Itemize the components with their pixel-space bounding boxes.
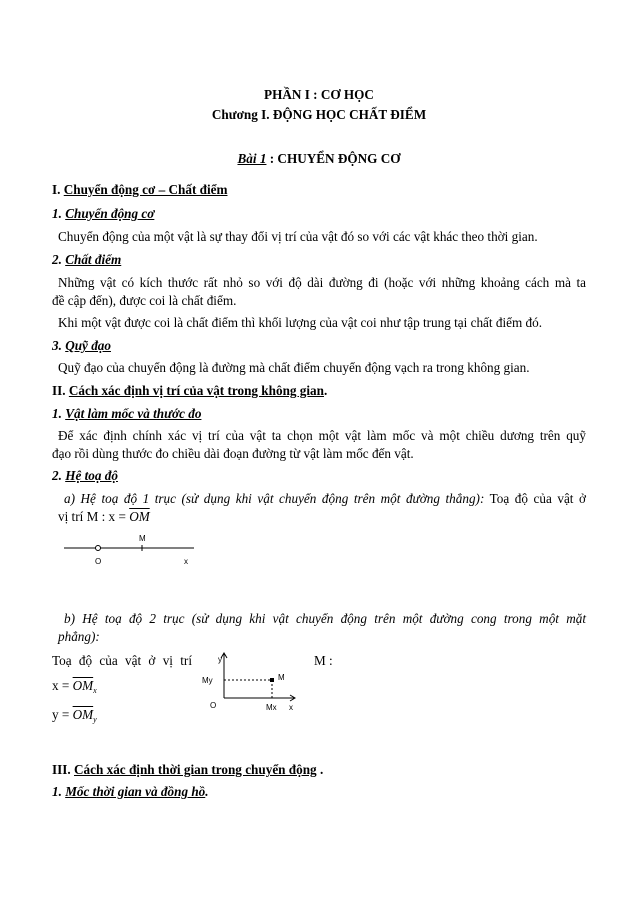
- section-1-heading: [52, 181, 586, 198]
- point-m-label: M: [139, 534, 146, 543]
- section-3-number: III.: [52, 762, 74, 777]
- point-m-marker: [270, 678, 274, 682]
- subheading-number: 2.: [52, 252, 66, 267]
- subheading-1-1: [52, 205, 586, 222]
- paragraph-line: đề cập đến), được coi là chất điểm.: [52, 293, 237, 308]
- subheading-number: 1.: [52, 406, 66, 421]
- paragraph: Chuyển động của một vật là sự thay đổi vị trí của vật đó so với các vật khác theo thời gian.: [58, 229, 538, 244]
- subheading-number: 3.: [52, 338, 66, 353]
- paragraph: Khi một vật được coi là chất điểm thì khối lượng của vật coi như tập trung tại chất điểm đó.: [58, 315, 543, 330]
- coord-1-axis-text: Toạ độ của vật ở: [484, 491, 586, 506]
- subheading-3-1: [52, 783, 586, 800]
- part-title: PHẦN I : CƠ HỌC: [264, 87, 374, 102]
- y-eq: y =: [52, 707, 73, 722]
- x-eq: x =: [52, 678, 73, 693]
- coord-2-position-text: Toạ độ của vật ở vị trí: [52, 653, 192, 668]
- paragraph: Quỹ đạo của chuyển động là đường mà chất điểm chuyển động vạch ra trong không gian.: [58, 360, 530, 375]
- section-2-title: Cách xác định vị trí của vật trong không gian: [68, 383, 324, 398]
- lesson-title: [52, 150, 586, 167]
- subheading-title: Chuyển động cơ: [65, 206, 155, 221]
- chapter-title: Chương I. ĐỘNG HỌC CHẤT ĐIỂM: [211, 107, 427, 122]
- section-2-number: II.: [52, 383, 69, 398]
- coord-1-axis-formula: [58, 508, 586, 525]
- subheading-title: Chất điểm: [65, 252, 122, 267]
- section-3-title: Cách xác định thời gian trong chuyển động: [74, 762, 317, 777]
- x-formula: [52, 677, 586, 699]
- y-formula: [52, 706, 586, 728]
- one-axis-diagram: [60, 530, 200, 570]
- y-axis-label: y: [218, 655, 222, 664]
- lesson-name: : CHUYỂN ĐỘNG CƠ: [266, 151, 401, 166]
- paragraph-line: đạo rồi dùng thước đo chiều dài đoạn đường từ vật làm mốc đến vật.: [52, 446, 414, 461]
- two-axis-diagram: [196, 650, 306, 716]
- subheading-number: 1.: [52, 784, 66, 799]
- heading-period: .: [323, 383, 328, 398]
- subheading-title: Mốc thời gian và đồng hồ: [65, 784, 206, 799]
- x-axis-label: x: [184, 557, 188, 566]
- coord-1-axis-line: [64, 490, 586, 507]
- paragraph-line: Để xác định chính xác vị trí của vật ta chọn một vật làm mốc và một chiều dương trên quỹ: [58, 428, 586, 443]
- coord-1-axis-caption: a) Hệ toạ độ 1 trục (sử dụng khi vật chuyển động trên một đường thẳng):: [64, 491, 485, 506]
- subheading-number: 1.: [52, 206, 66, 221]
- subheading-1-3: [52, 337, 586, 354]
- heading-period: .: [316, 762, 324, 777]
- subheading-2-1: [52, 405, 586, 422]
- origin-label: O: [95, 557, 102, 566]
- coord-2-axis-line-2: phẳng):: [58, 629, 100, 644]
- origin-point: [96, 546, 101, 551]
- section-2-heading: [52, 382, 586, 399]
- subheading-period: .: [205, 784, 209, 799]
- subheading-title: Vật làm mốc và thước đo: [65, 406, 202, 421]
- lesson-number: Bài 1: [237, 151, 267, 166]
- point-m-label: M: [278, 673, 285, 682]
- mx-label: Mx: [266, 703, 277, 712]
- my-label: My: [202, 676, 213, 685]
- subheading-2-2: [52, 467, 586, 484]
- coord-2-axis-caption: b) Hệ toạ độ 2 trục (sử dụng khi vật chuyển động trên một đường cong trong một mặt: [64, 611, 586, 626]
- subheading-title: Hệ toạ độ: [65, 468, 118, 483]
- coord-2-axis-line: [64, 610, 586, 627]
- x-axis-label: x: [289, 703, 293, 712]
- vector-omy: $\overline{OM}$: [72, 707, 94, 722]
- section-1-title: Chuyển động cơ – Chất điểm: [63, 182, 228, 197]
- subheading-number: 2.: [52, 468, 66, 483]
- vector-omx: $\overline{OM}$: [72, 678, 94, 693]
- subheading-1-2: [52, 251, 586, 268]
- origin-label: O: [210, 701, 217, 710]
- section-3-heading: [52, 761, 586, 778]
- formula-prefix: vị trí M : x =: [58, 509, 130, 524]
- coord-2-position-m: M :: [314, 653, 333, 668]
- vector-om: $\overline{OM}$: [129, 509, 150, 524]
- section-1-number: I.: [52, 182, 64, 197]
- vector-omx-sub: x: [93, 686, 97, 695]
- vector-omy-sub: y: [93, 715, 97, 724]
- subheading-title: Quỹ đạo: [65, 338, 111, 353]
- paragraph-line: Những vật có kích thước rất nhỏ so với độ dài đường đi (hoặc với những khoảng cách mà ta: [58, 275, 586, 290]
